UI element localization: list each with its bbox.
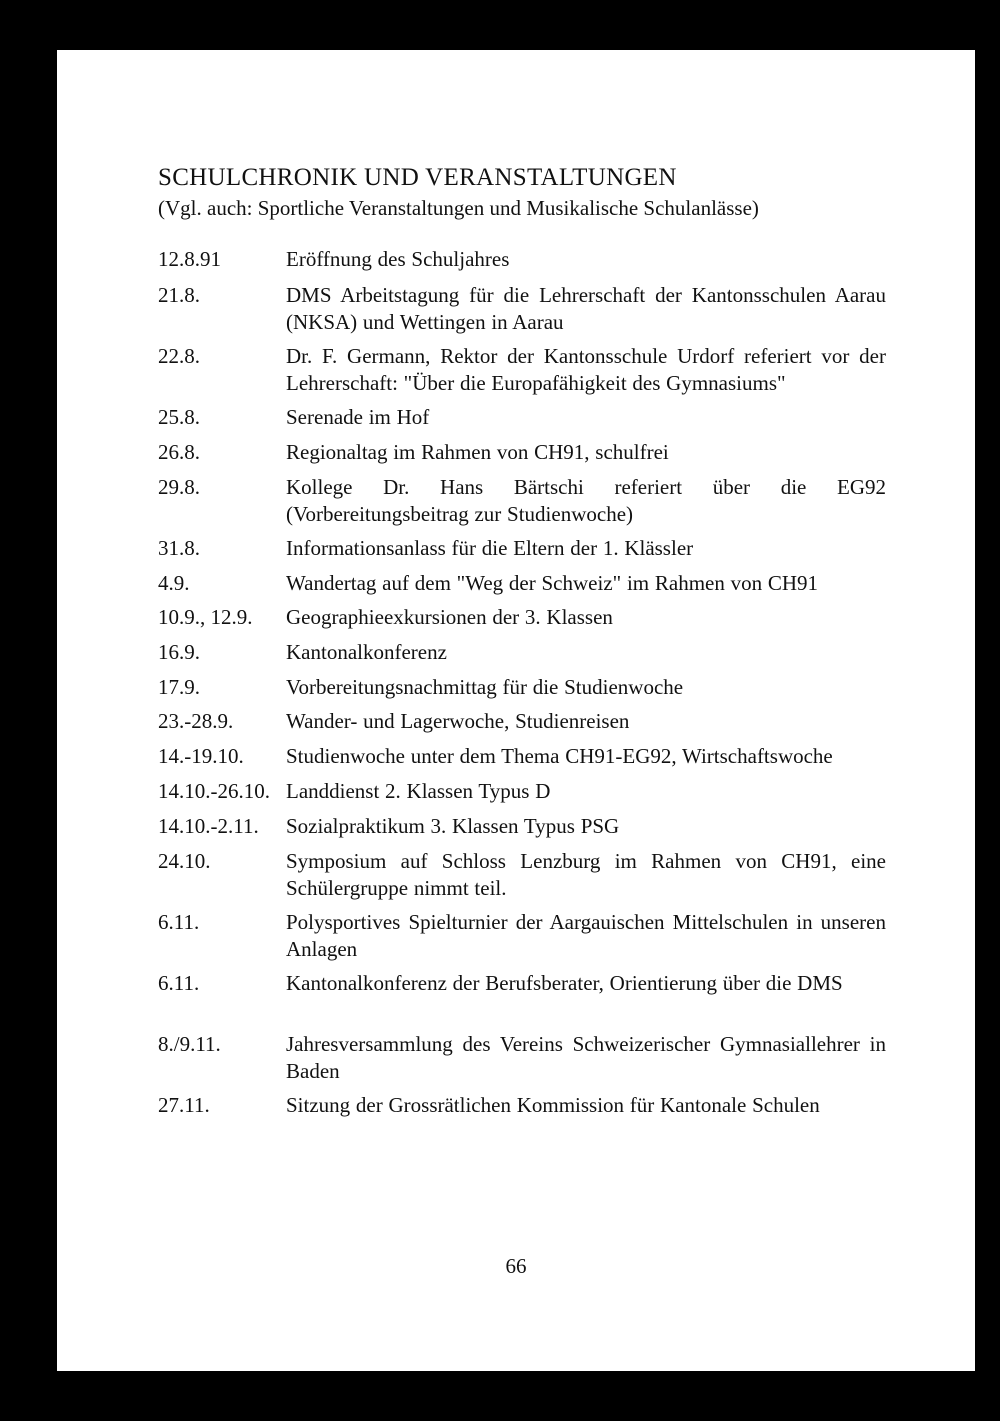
entry-date: 14.-19.10. — [158, 744, 244, 768]
entry-date: 22.8. — [158, 344, 200, 368]
entry-text: Vorbereitungsnachmittag für die Studienwoche — [286, 675, 684, 699]
entry-text: Kollege Dr. Hans Bärtschi referiert über die EG92 (Vorbereitungsbeitrag zur Studienwoche) — [286, 475, 886, 526]
entry-text: Landdienst 2. Klassen Typus D — [286, 779, 551, 803]
entry-text: Kantonalkonferenz der Berufsberater, Orientierung über die DMS — [286, 971, 843, 995]
entry-date: 25.8. — [158, 405, 200, 429]
entry-text: Jahresversammlung des Vereins Schweizerischer Gymnasiallehrer in Baden — [286, 1032, 886, 1083]
entry-text: DMS Arbeitstagung für die Lehrerschaft der Kantonsschulen Aarau (NKSA) und Wettingen in Aarau — [286, 283, 886, 334]
entry-text: Wandertag auf dem "Weg der Schweiz" im Rahmen von CH91 — [286, 571, 819, 595]
entry-date: 8./9.11. — [158, 1032, 221, 1056]
section-title: SCHULCHRONIK UND VERANSTALTUNGEN — [158, 164, 677, 191]
entry-date: 24.10. — [158, 849, 211, 873]
section-subtitle: (Vgl. auch: Sportliche Veranstaltungen und Musikalische Schulanlässe) — [158, 196, 759, 220]
entry-text: Geographieexkursionen der 3. Klassen — [286, 605, 613, 629]
entry-text: Regionaltag im Rahmen von CH91, schulfrei — [286, 440, 669, 464]
entry-date: 29.8. — [158, 475, 200, 499]
entry-date: 23.-28.9. — [158, 709, 234, 733]
entry-date: 31.8. — [158, 536, 200, 560]
entry-text: Studienwoche unter dem Thema CH91-EG92, Wirtschaftswoche — [286, 744, 833, 768]
entry-date: 16.9. — [158, 640, 200, 664]
entry-date: 12.8.91 — [158, 247, 221, 271]
entry-text: Serenade im Hof — [286, 405, 430, 429]
entry-date: 27.11. — [158, 1093, 210, 1117]
page-number: 66 — [505, 1254, 527, 1278]
entry-text: Sozialpraktikum 3. Klassen Typus PSG — [286, 814, 620, 838]
entry-date: 14.10.-2.11. — [158, 814, 259, 838]
entry-date: 14.10.-26.10. — [158, 779, 270, 803]
entry-text: Informationsanlass für die Eltern der 1. Klässler — [286, 536, 694, 560]
entry-date: 26.8. — [158, 440, 200, 464]
entry-date: 10.9., 12.9. — [158, 605, 253, 629]
entry-text: Polysportives Spielturnier der Aargauischen Mittelschulen in unseren Anlagen — [286, 910, 886, 961]
entry-date: 21.8. — [158, 283, 200, 307]
entry-text: Sitzung der Grossrätlichen Kommission für Kantonale Schulen — [286, 1093, 820, 1117]
entry-date: 6.11. — [158, 910, 200, 934]
entry-text: Dr. F. Germann, Rektor der Kantonsschule Urdorf referiert vor der Lehrerschaft: "Über die Europafähigkeit des Gymnasiums" — [286, 344, 886, 395]
entry-text: Eröffnung des Schuljahres — [286, 247, 510, 271]
entry-text: Symposium auf Schloss Lenzburg im Rahmen von CH91, eine Schülergruppe nimmt teil. — [286, 849, 886, 900]
entry-text: Kantonalkonferenz — [286, 640, 447, 664]
entry-date: 4.9. — [158, 571, 190, 595]
document-page — [57, 50, 975, 1371]
entry-date: 17.9. — [158, 675, 200, 699]
entry-date: 6.11. — [158, 971, 200, 995]
entry-text: Wander- und Lagerwoche, Studienreisen — [286, 709, 630, 733]
